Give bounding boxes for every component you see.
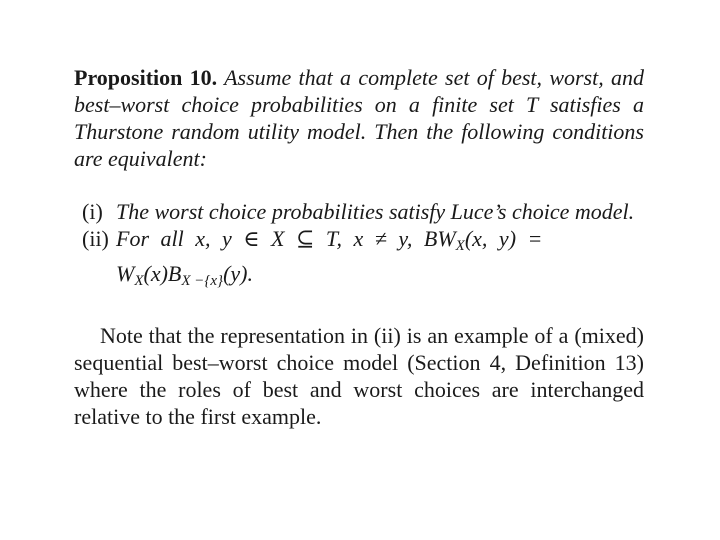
- condition-ii: [74, 225, 644, 295]
- condition-marker: (i): [82, 199, 103, 224]
- formula-line-2: $W_X(x)B_{X -\{x\}}(y)$.: [116, 261, 253, 289]
- proposition-heading: Proposition 10.: [74, 65, 218, 90]
- formula-line-1: For all x, y ∈ X ⊆ T, x ≠ y, $BW_X(x$, y) =: [116, 226, 543, 254]
- proposition-10: [74, 64, 644, 172]
- condition-marker: (ii): [82, 226, 109, 251]
- document-page: [74, 64, 644, 452]
- condition-formula: [116, 225, 644, 295]
- note-paragraph: Note that the representation in (ii) is an example of a (mixed) sequential best–worst choice model (Section 4, Definition 13) where the roles of best and worst choices are interchanged relative to the first example.: [74, 323, 644, 429]
- proposition-body: Assume that a complete set of best, worst, and best–worst choice probabilities on a finite set T satisfies a Thurstone random utility model. Then the following conditions are equivalent:: [74, 65, 645, 171]
- condition-text: The worst choice probabilities satisfy Luce’s choice model.: [116, 199, 635, 224]
- condition-i: [74, 198, 644, 225]
- conditions-list: [74, 198, 644, 295]
